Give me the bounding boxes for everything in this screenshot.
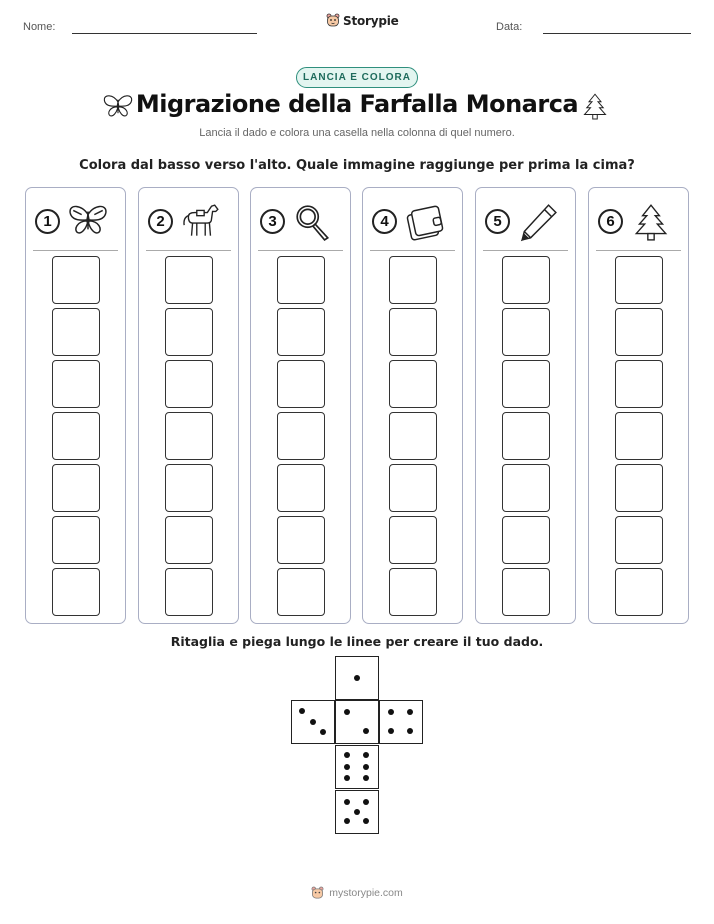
color-box[interactable] [502,412,550,460]
die-pip [310,719,316,725]
column-4 [362,187,463,624]
die-face-6 [335,745,379,789]
column-divider [596,250,681,251]
die-face-1 [335,656,379,700]
die-pip [388,728,394,734]
color-box[interactable] [502,256,550,304]
color-box[interactable] [389,256,437,304]
storypie-mascot-icon [326,13,340,28]
column-header [26,202,125,242]
die-pip [363,752,369,758]
die-pip [299,708,305,714]
die-pip [344,799,350,805]
pencil-icon [516,202,560,242]
magnifying-glass-icon [291,202,335,242]
color-box[interactable] [277,308,325,356]
color-box[interactable] [615,360,663,408]
date-label: Data: [496,21,523,33]
die-pip [363,799,369,805]
color-box[interactable] [615,516,663,564]
die-pip [344,818,350,824]
color-box[interactable] [389,568,437,616]
column-header [363,202,462,242]
die-pip [363,728,369,734]
name-label: Nome: [23,21,56,33]
footer-site: mystorypie.com [329,887,403,899]
activity-badge: LANCIA E COLORA [296,67,418,88]
subtitle: Lancia il dado e colora una casella nella colonna di quel numero. [199,127,515,139]
color-box[interactable] [52,412,100,460]
column-number: 2 [148,209,173,234]
color-box[interactable] [52,568,100,616]
color-box[interactable] [277,464,325,512]
column-header [139,202,238,242]
die-pip [363,818,369,824]
color-box[interactable] [502,568,550,616]
die-pip [344,709,350,715]
column-number: 4 [372,209,397,234]
color-box[interactable] [502,464,550,512]
color-box[interactable] [165,568,213,616]
color-box[interactable] [165,516,213,564]
column-divider [258,250,343,251]
color-box[interactable] [389,360,437,408]
color-box[interactable] [165,308,213,356]
wallet-icon [403,202,447,242]
column-1 [25,187,126,624]
die-face-3 [291,700,335,744]
color-box[interactable] [615,464,663,512]
die-pip [354,809,360,815]
die-pip [354,675,360,681]
column-divider [370,250,455,251]
die-pip [344,775,350,781]
column-divider [146,250,231,251]
color-box[interactable] [389,412,437,460]
column-number: 6 [598,209,623,234]
column-number: 3 [260,209,285,234]
column-number: 5 [485,209,510,234]
column-header [589,202,688,242]
storypie-mascot-icon [311,886,324,900]
die-pip [344,764,350,770]
color-box[interactable] [165,464,213,512]
name-line[interactable] [72,33,257,34]
column-divider [33,250,118,251]
column-6 [588,187,689,624]
color-box[interactable] [389,464,437,512]
color-box[interactable] [615,412,663,460]
brand-name: Storypie [343,13,399,28]
horse-icon [179,202,223,242]
die-pip [320,729,326,735]
page-title: Migrazione della Farfalla Monarca [135,90,579,118]
color-box[interactable] [277,412,325,460]
color-box[interactable] [52,360,100,408]
column-3 [250,187,351,624]
pine-tree-icon [580,92,610,122]
color-box[interactable] [502,360,550,408]
column-number: 1 [35,209,60,234]
die-pip [388,709,394,715]
color-box[interactable] [615,256,663,304]
footer [0,886,714,900]
color-box[interactable] [615,568,663,616]
instruction-text: Colora dal basso verso l'alto. Quale immagine raggiunge per prima la cima? [79,158,635,173]
color-box[interactable] [277,360,325,408]
die-pip [363,775,369,781]
column-header [251,202,350,242]
color-box[interactable] [52,256,100,304]
pine-tree-icon [629,202,673,242]
die-face-5 [335,790,379,834]
color-box[interactable] [389,308,437,356]
die-face-2 [335,700,379,744]
die-pip [407,728,413,734]
column-5 [475,187,576,624]
color-box[interactable] [389,516,437,564]
color-box[interactable] [165,256,213,304]
die-pip [407,709,413,715]
color-box[interactable] [277,256,325,304]
color-box[interactable] [615,308,663,356]
color-box[interactable] [165,412,213,460]
color-box[interactable] [52,308,100,356]
color-box[interactable] [502,516,550,564]
die-face-4 [379,700,423,744]
column-divider [483,250,568,251]
color-box[interactable] [277,568,325,616]
color-box[interactable] [52,464,100,512]
color-box[interactable] [502,308,550,356]
butterfly-icon [66,202,110,242]
die-instruction: Ritaglia e piega lungo le linee per creare il tuo dado. [170,634,544,649]
die-pip [363,764,369,770]
die-pip [344,752,350,758]
column-header [476,202,575,242]
column-2 [138,187,239,624]
color-box[interactable] [165,360,213,408]
color-box[interactable] [52,516,100,564]
date-line[interactable] [543,33,691,34]
storypie-logo [326,13,399,28]
color-box[interactable] [277,516,325,564]
